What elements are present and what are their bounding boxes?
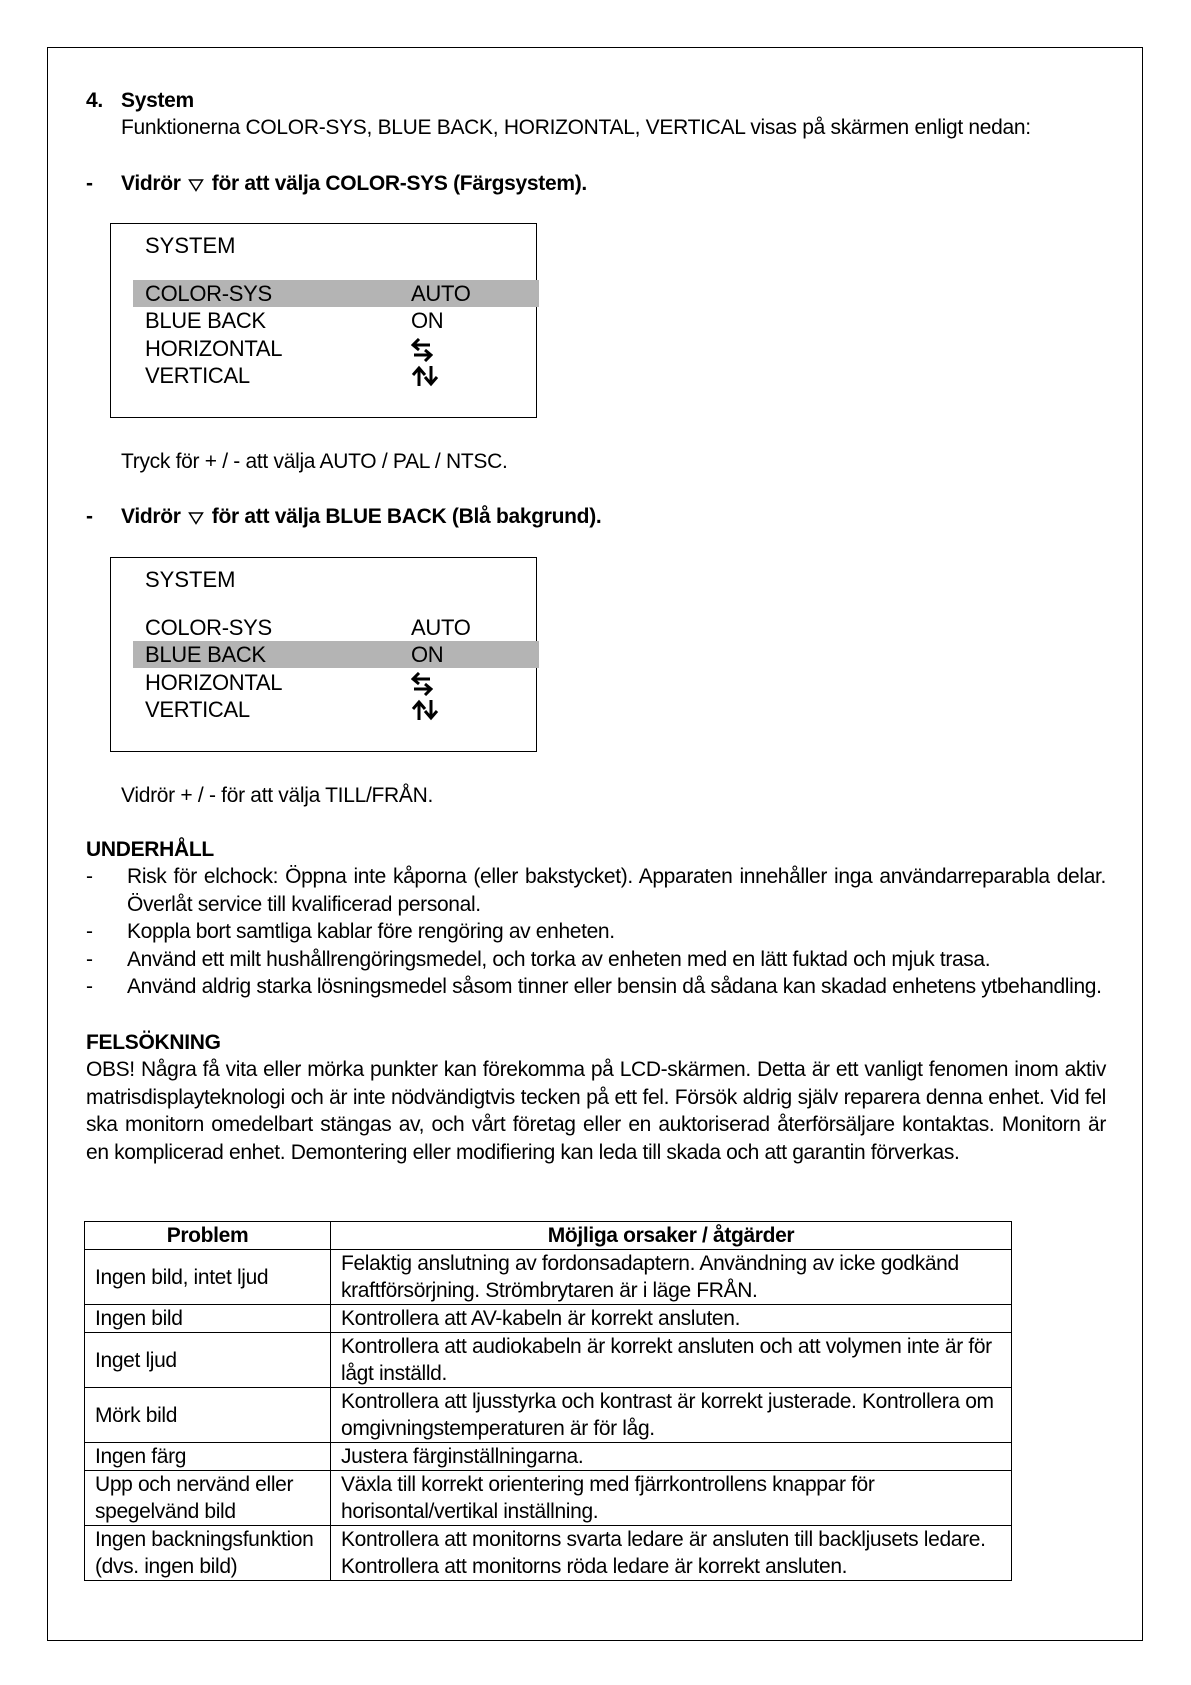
maintenance-item: - Använd aldrig starka lösningsmedel såsom tinner eller bensin då sådana kan skadad enhetens ytbehandling. bbox=[86, 975, 1102, 998]
osd-row-value: AUTO bbox=[411, 281, 471, 306]
osd-row-color-sys bbox=[133, 280, 539, 307]
troubleshooting-text: OBS! Några få vita eller mörka punkter kan förekomma på LCD-skärmen. Detta är ett vanligt fenomen inom aktiv matrisdisplayteknologi och är inte nödvändigtvis tecken på ett fel. Försök aldrig själv reparera denna enhet. Vid fel ska monitorn omedelbart stängas av, och vårt företag eller en auktoriserad återförsäljare kontaktas. Monitorn är en komplicerad enhet. Demontering eller modifiering kan leda till skada och att garantin förverkas. bbox=[86, 1058, 1106, 1164]
step1-dash: - bbox=[86, 172, 93, 195]
table-row bbox=[85, 1305, 1012, 1333]
osd-row-label: COLOR-SYS bbox=[145, 281, 272, 306]
table-header-row bbox=[85, 1222, 1012, 1250]
maintenance-item: - Koppla bort samtliga kablar före rengöring av enheten. bbox=[86, 920, 615, 943]
osd-menu-color-sys bbox=[110, 223, 537, 418]
problem-cell: Ingen bild, intet ljud bbox=[85, 1250, 331, 1305]
maintenance-item: - Risk för elchock: Öppna inte kåporna (eller bakstycket). Apparaten innehåller inga användarreparabla delar. Överlåt service till kvalificerad personal. bbox=[86, 865, 1106, 916]
step2-pre: Vidrör bbox=[121, 505, 181, 528]
vertical-flip-icon bbox=[411, 365, 439, 387]
action-cell: Kontrollera att audiokabeln är korrekt ansluten och att volymen inte är för lågt inställd. bbox=[331, 1333, 1012, 1388]
step1-post: för att välja COLOR-SYS (Färgsystem). bbox=[211, 172, 587, 195]
osd-row-label: BLUE BACK bbox=[145, 308, 266, 333]
table-row bbox=[85, 1333, 1012, 1388]
table-row bbox=[85, 1471, 1012, 1526]
problem-cell: Ingen backningsfunktion (dvs. ingen bild) bbox=[85, 1526, 331, 1581]
horizontal-flip-icon bbox=[411, 672, 433, 696]
osd-row-label: COLOR-SYS bbox=[145, 615, 272, 640]
column-header-problem: Problem bbox=[85, 1222, 331, 1250]
down-triangle-icon bbox=[188, 178, 204, 192]
action-cell: Felaktig anslutning av fordonsadaptern. Användning av icke godkänd kraftförsörjning. Strömbrytaren är i läge FRÅN. bbox=[331, 1250, 1012, 1305]
table-row bbox=[85, 1526, 1012, 1581]
osd-row-label: VERTICAL bbox=[145, 363, 250, 388]
table-row bbox=[85, 1443, 1012, 1471]
step1-pre: Vidrör bbox=[121, 172, 181, 195]
problem-cell: Ingen bild bbox=[85, 1305, 331, 1333]
section-number: 4. bbox=[86, 89, 103, 112]
osd-menu-blue-back bbox=[110, 557, 537, 752]
action-cell: Kontrollera att ljusstyrka och kontrast är korrekt justerade. Kontrollera om omgivningstemperaturen är för låg. bbox=[331, 1388, 1012, 1443]
down-triangle-icon bbox=[188, 511, 204, 525]
step2-dash: - bbox=[86, 505, 93, 528]
osd-row-value: AUTO bbox=[411, 615, 471, 640]
osd-row-value: ON bbox=[411, 642, 444, 667]
osd-row-label: BLUE BACK bbox=[145, 642, 266, 667]
osd-title: SYSTEM bbox=[145, 233, 236, 258]
action-cell: Kontrollera att AV-kabeln är korrekt ansluten. bbox=[331, 1305, 1012, 1333]
action-cell: Kontrollera att monitorns svarta ledare är ansluten till backljusets ledare. Kontrollera att monitorns röda ledare är korrekt ansluten. bbox=[331, 1526, 1012, 1581]
osd-row-label: HORIZONTAL bbox=[145, 336, 283, 361]
osd-row-value: ON bbox=[411, 308, 444, 333]
osd-row-label: VERTICAL bbox=[145, 697, 250, 722]
step1-note: Tryck för + / - att välja AUTO / PAL / NTSC. bbox=[121, 450, 508, 473]
osd-row-vertical bbox=[133, 362, 539, 389]
problem-cell: Mörk bild bbox=[85, 1388, 331, 1443]
problem-cell: Inget ljud bbox=[85, 1333, 331, 1388]
step2-post: för att välja BLUE BACK (Blå bakgrund). bbox=[211, 505, 602, 528]
action-cell: Växla till korrekt orientering med fjärrkontrollens knappar för horisontal/vertikal inställning. bbox=[331, 1471, 1012, 1526]
osd-row-label: HORIZONTAL bbox=[145, 670, 283, 695]
step2-note: Vidrör + / - för att välja TILL/FRÅN. bbox=[121, 784, 433, 807]
vertical-flip-icon bbox=[411, 699, 439, 721]
osd-row-horizontal bbox=[133, 669, 539, 696]
table-row bbox=[85, 1388, 1012, 1443]
maintenance-heading: UNDERHÅLL bbox=[86, 838, 214, 861]
step2-instruction bbox=[121, 503, 601, 530]
section-intro: Funktionerna COLOR-SYS, BLUE BACK, HORIZONTAL, VERTICAL visas på skärmen enligt nedan: bbox=[121, 116, 1031, 139]
horizontal-flip-icon bbox=[411, 338, 433, 362]
troubleshooting-heading: FELSÖKNING bbox=[86, 1031, 221, 1054]
osd-row-vertical bbox=[133, 696, 539, 723]
osd-row-horizontal bbox=[133, 335, 539, 362]
osd-row-blue-back bbox=[133, 307, 539, 334]
problem-cell: Upp och nervänd eller spegelvänd bild bbox=[85, 1471, 331, 1526]
maintenance-item: - Använd ett milt hushållrengöringsmedel, och torka av enheten med en lätt fuktad och mjuk trasa. bbox=[86, 948, 991, 971]
troubleshooting-table bbox=[84, 1221, 1012, 1581]
table-row bbox=[85, 1250, 1012, 1305]
osd-row-blue-back bbox=[133, 641, 539, 668]
osd-row-color-sys bbox=[133, 614, 539, 641]
step1-instruction bbox=[121, 170, 587, 197]
section-heading: System bbox=[121, 89, 194, 112]
problem-cell: Ingen färg bbox=[85, 1443, 331, 1471]
osd-title: SYSTEM bbox=[145, 567, 236, 592]
action-cell: Justera färginställningarna. bbox=[331, 1443, 1012, 1471]
column-header-actions: Möjliga orsaker / åtgärder bbox=[331, 1222, 1012, 1250]
